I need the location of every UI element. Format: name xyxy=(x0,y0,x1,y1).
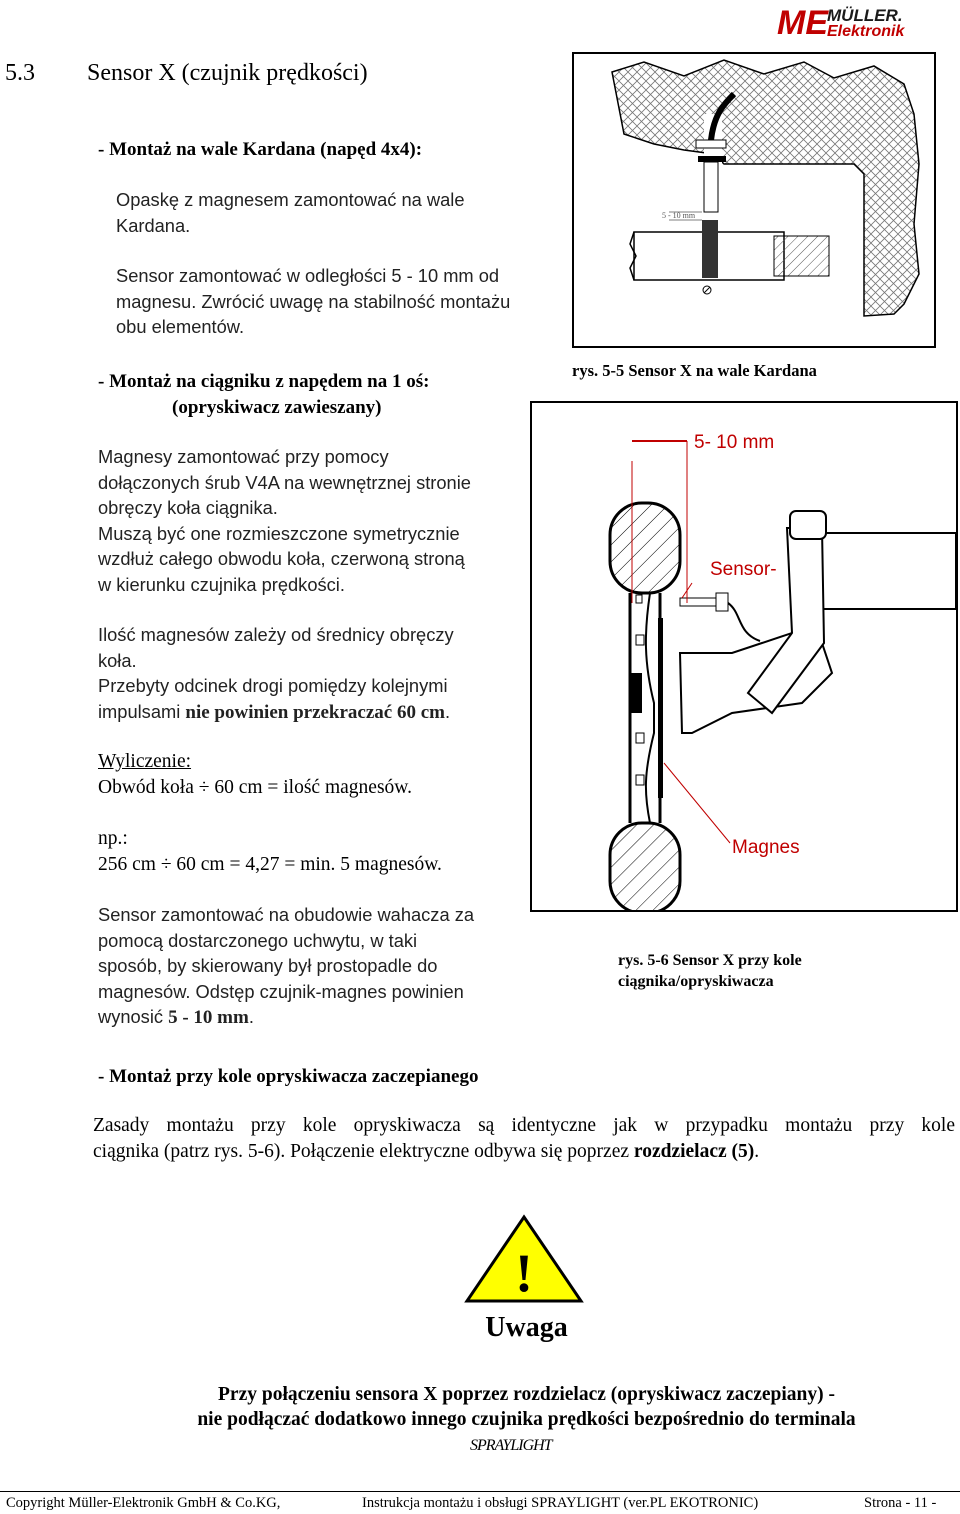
example xyxy=(98,826,442,878)
text-line: Magnesy zamontować przy pomocy xyxy=(98,446,389,467)
footer-divider xyxy=(0,1491,960,1492)
text-run: ciągnika (patrz rys. 5-6). Połączenie elektryczne odbywa się poprzez xyxy=(93,1141,634,1162)
text-line: Muszą być one rozmieszczone symetrycznie xyxy=(98,522,460,544)
logo-me: ME xyxy=(777,4,828,40)
trailer-paragraph xyxy=(93,1113,955,1165)
warning-text xyxy=(0,1382,960,1432)
text-line: w kierunku czujnika prędkości. xyxy=(98,573,345,595)
calc-label: Wyliczenie: xyxy=(98,751,192,772)
text-run: . xyxy=(754,1141,760,1162)
text-line: obu elementów. xyxy=(116,316,245,337)
logo-bottom: Elektronik xyxy=(827,23,905,40)
footer-manual: Instrukcja montażu i obsługi SPRAYLIGHT (ver.PL EKOTRONIC) xyxy=(362,1495,759,1511)
magnet-strip xyxy=(702,220,718,278)
figure-1-caption: rys. 5-5 Sensor X na wale Kardana xyxy=(572,361,817,380)
heading-line: (opryskiwacz zawieszany) xyxy=(172,397,382,418)
tractor-heading xyxy=(98,369,429,421)
example-value: 256 cm ÷ 60 cm = 4,27 = min. 5 magnesów. xyxy=(98,854,442,875)
emphasis: nie powinien przekraczać 60 cm xyxy=(185,701,445,723)
text-line xyxy=(98,1004,474,1031)
text-line xyxy=(93,1139,955,1165)
tyre-bottom xyxy=(610,823,680,910)
text-line: magnesu. Zwrócić uwagę na stabilność montażu xyxy=(116,290,511,312)
tractor-paragraph-1 xyxy=(98,444,471,597)
text-line: Ilość magnesów zależy od średnicy obręczy xyxy=(98,624,454,645)
magnet-strip xyxy=(658,618,663,798)
product-name: SPRAYLIGHT xyxy=(470,1437,552,1454)
dimension-label: 5- 10 mm xyxy=(694,432,775,453)
tractor-paragraph-2 xyxy=(98,622,454,725)
caption-line: rys. 5-6 Sensor X przy kole xyxy=(618,952,802,969)
kardan-heading: - Montaż na wale Kardana (napęd 4x4): xyxy=(98,139,423,160)
figure-2-caption xyxy=(618,950,802,992)
logo-top: MÜLLER. xyxy=(827,6,903,25)
text-line: Zasady montażu przy kole opryskiwacza są identyczne jak w przypadku montażu przy kole xyxy=(93,1115,955,1136)
warning-line: nie podłączać dodatkowo innego czujnika prędkości bezpośrednio do terminala xyxy=(197,1409,856,1430)
text-run: impulsami xyxy=(98,700,186,722)
warning-symbol: ! xyxy=(515,1243,533,1303)
section-number: 5.3 xyxy=(5,60,35,86)
text-line: Opaskę z magnesem zamontować na wale xyxy=(116,189,465,210)
example-label: np.: xyxy=(98,828,128,849)
warning-title: Uwaga xyxy=(485,1312,568,1343)
text-line: pomocą dostarczonego uchwytu, w taki xyxy=(98,929,418,951)
text-line: Kardana. xyxy=(116,214,191,236)
footer-copyright: Copyright Müller-Elektronik GmbH & Co.KG, xyxy=(6,1495,281,1511)
magnet-label: Magnes xyxy=(732,837,800,858)
warning-line: Przy połączeniu sensora X poprzez rozdzielacz (opryskiwacz zaczepiany) - xyxy=(218,1384,835,1405)
emphasis: 5 - 10 mm xyxy=(168,1007,249,1028)
warning-icon xyxy=(463,1213,585,1305)
text-run: . xyxy=(248,1006,254,1027)
emphasis: rozdzielacz (5) xyxy=(633,1141,755,1162)
text-line: dołączonych śrub V4A na wewnętrznej stronie xyxy=(98,471,471,493)
text-run: . xyxy=(445,700,451,722)
text-line xyxy=(98,699,454,726)
tractor-paragraph-3 xyxy=(98,902,474,1031)
figure-wheel-sensor xyxy=(530,401,958,912)
text-line: Sensor zamontować na obudowie wahacza za xyxy=(98,904,475,925)
figure-kardan-sensor xyxy=(572,52,936,348)
text-line: Przebyty odcinek drogi pomiędzy kolejnymi xyxy=(98,675,448,696)
dimension-label: 5 - 10 mm xyxy=(662,211,696,220)
text-line: koła. xyxy=(98,649,137,671)
heading-line: - Montaż na ciągniku z napędem na 1 oś: xyxy=(98,371,430,392)
trailer-heading: - Montaż przy kole opryskiwacza zaczepianego xyxy=(98,1066,479,1087)
text-line: obręczy koła ciągnika. xyxy=(98,497,278,518)
section-name: Sensor X (czujnik prędkości) xyxy=(87,60,368,86)
calculation xyxy=(98,749,412,801)
calc-formula: Obwód koła ÷ 60 cm = ilość magnesów. xyxy=(98,777,412,798)
text-line: magnesów. Odstęp czujnik-magnes powinien xyxy=(98,980,464,1002)
company-logo xyxy=(775,2,935,40)
kardan-paragraph-1 xyxy=(116,187,465,238)
tyre-top xyxy=(610,503,680,593)
kardan-paragraph-2 xyxy=(116,263,510,340)
text-line: wzdłuż całego obwodu koła, czerwoną stroną xyxy=(98,548,465,569)
text-line: Sensor zamontować w odległości 5 - 10 mm od xyxy=(116,265,500,286)
sensor-label: Sensor- xyxy=(710,559,777,580)
caption-line: ciągnika/opryskiwacza xyxy=(618,973,774,990)
footer-page: Strona - 11 - xyxy=(864,1495,937,1511)
text-run: wynosić xyxy=(98,1006,169,1027)
section-title xyxy=(5,60,368,87)
text-line: sposób, by skierowany był prostopadle do xyxy=(98,955,438,976)
